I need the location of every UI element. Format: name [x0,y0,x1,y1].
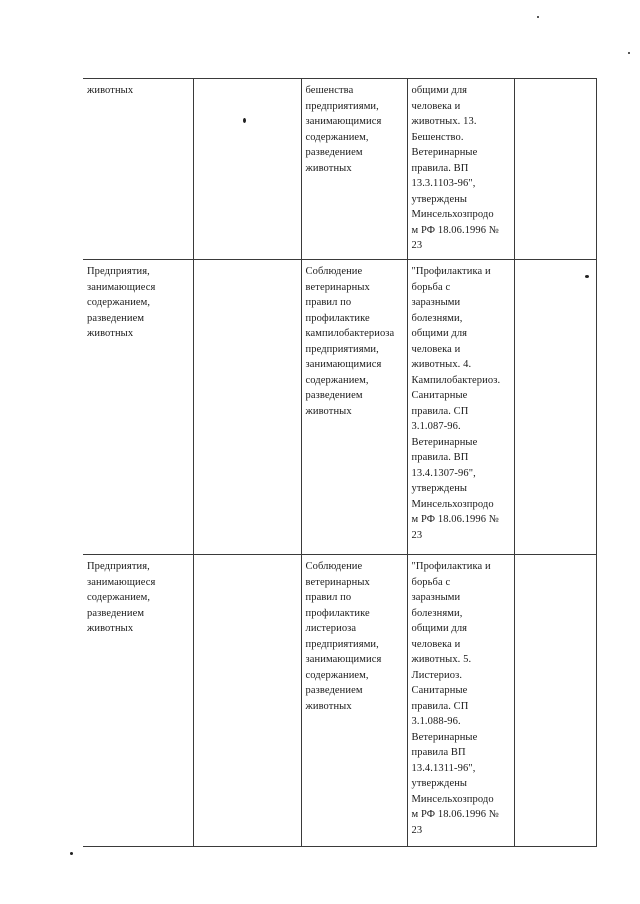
subject-text: Предприятия, занимающиеся содержанием, разведением животных [87,266,156,339]
subject-cell [83,555,193,847]
empty-cell [193,555,301,847]
document-cell [407,79,514,260]
subject-cell [83,79,193,260]
table-row [83,260,596,555]
empty-cell [514,555,596,847]
requirement-text: Соблюдение ветеринарных правил по профилактике кампилобактериоза предприятиями, занимающимися содержанием, разведением животных [305,266,395,417]
empty-cell [514,260,596,555]
scan-speck [537,16,539,18]
subject-cell [83,260,193,555]
requirement-cell [301,555,407,847]
subject-text: животных [87,85,134,96]
table-row [83,555,596,847]
regulations-table [83,78,597,847]
requirement-cell [301,260,407,555]
requirement-cell [301,79,407,260]
requirement-text: бешенства предприятиями, занимающимися содержанием, разведением животных [305,85,382,174]
empty-cell [514,79,596,260]
document-cell [407,260,514,555]
document-cell [407,555,514,847]
empty-cell [193,79,301,260]
scan-speck [243,118,246,123]
scan-speck [585,275,589,278]
document-text: "Профилактика и борьба с заразными болезнями, общими для человека и животных. 4. Кампилобактериоз. Санитарные правила. СП 3.1.087-96. Ветеринарные правила. ВП 13.4.1307-96", утверждены Минсельхозпродо м РФ 18.06.1996 № 23 [411,266,501,541]
table-row [83,79,596,260]
empty-cell [193,260,301,555]
subject-text: Предприятия, занимающиеся содержанием, разведением животных [87,561,156,634]
document-text: общими для человека и животных. 13. Бешенство. Ветеринарные правила. ВП 13.3.1103-96", утверждены Минсельхозпродо м РФ 18.06.1996 № 23 [411,85,499,251]
scan-speck [70,852,73,855]
document-text: "Профилактика и борьба с заразными болезнями, общими для человека и животных. 5. Листериоз. Санитарные правила. СП 3.1.088-96. Ветеринарные правила ВП 13.4.1311-96", утверждены Минсельхозпродо м РФ 18.06.1996 № 23 [411,561,499,836]
requirement-text: Соблюдение ветеринарных правил по профилактике листериоза предприятиями, занимающимися содержанием, разведением животных [305,561,382,712]
scan-speck [628,52,630,54]
